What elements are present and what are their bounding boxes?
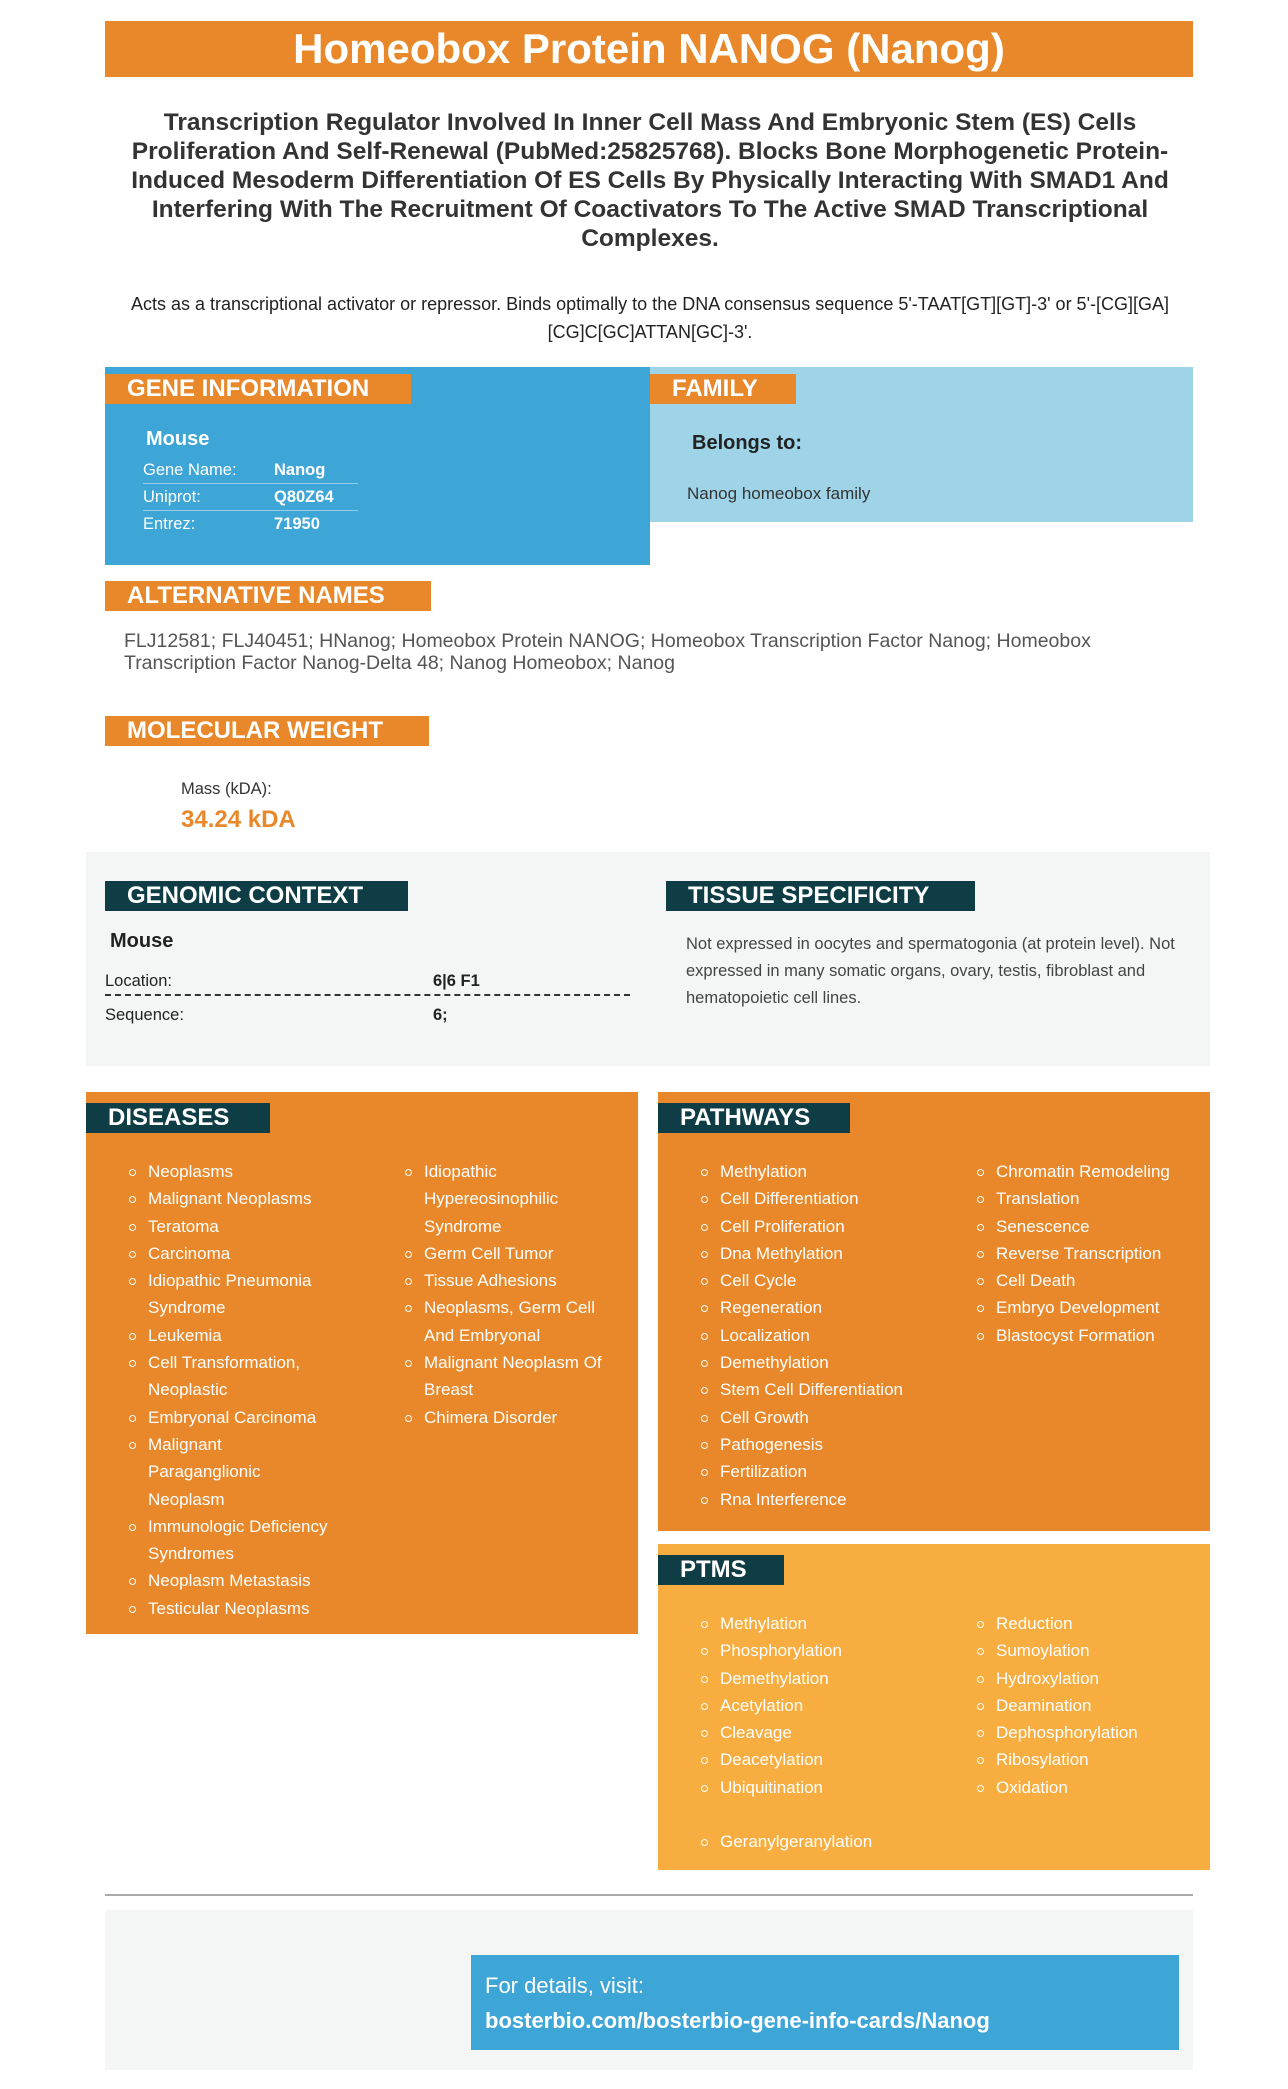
location-label: Location: bbox=[105, 972, 172, 990]
entrez-row bbox=[143, 511, 358, 538]
sequence-value: 6; bbox=[433, 1006, 448, 1024]
pathways-list-col1 bbox=[700, 1158, 960, 1513]
list-item: Dna Methylation bbox=[700, 1240, 960, 1267]
location-value: 6|6 F1 bbox=[433, 972, 480, 990]
list-item: Cell Transformation, Neoplastic bbox=[128, 1349, 358, 1404]
list-item: Senescence bbox=[976, 1213, 1196, 1240]
entrez-label: Entrez: bbox=[143, 515, 196, 533]
list-item: Fertilization bbox=[700, 1458, 960, 1485]
list-item: Teratoma bbox=[128, 1213, 358, 1240]
protein-summary: Transcription Regulator Involved In Inner Cell Mass And Embryonic Stem (ES) Cells Proliferation And Self-Renewal (PubMed:25825768). Blocks Bone Morphogenetic Protein-Induced Mesoderm Differentiation Of ES Cells By Physically Interacting With SMAD1 And Interfering With The Recruitment Of Coactivators To The Active SMAD Transcriptional Complexes. bbox=[131, 109, 1169, 252]
molecular-weight-header: MOLECULAR WEIGHT bbox=[105, 716, 429, 746]
list-item: Methylation bbox=[700, 1158, 960, 1185]
list-item: Regeneration bbox=[700, 1294, 960, 1321]
list-item: Demethylation bbox=[700, 1349, 960, 1376]
list-item: Testicular Neoplasms bbox=[128, 1595, 358, 1622]
list-item: Neoplasms, Germ Cell And Embryonal bbox=[404, 1294, 604, 1349]
list-item: Malignant Neoplasm Of Breast bbox=[404, 1349, 619, 1404]
page-title: Homeobox Protein NANOG (Nanog) bbox=[105, 21, 1193, 77]
list-item: Cell Death bbox=[976, 1267, 1196, 1294]
list-item: Malignant Paraganglionic Neoplasm bbox=[128, 1431, 298, 1513]
gene-information-header: GENE INFORMATION bbox=[105, 374, 411, 404]
list-item: Deamination bbox=[976, 1692, 1196, 1719]
list-item: Chimera Disorder bbox=[404, 1404, 619, 1431]
tissue-specificity-text: Not expressed in oocytes and spermatogonia (at protein level). Not expressed in many somatic organs, ovary, testis, fibroblast and hematopoietic cell lines. bbox=[686, 935, 1175, 1007]
uniprot-label: Uniprot: bbox=[143, 488, 201, 506]
entrez-value: 71950 bbox=[274, 515, 320, 533]
details-intro: For details, visit: bbox=[485, 1973, 644, 1998]
list-item: Cell Growth bbox=[700, 1404, 960, 1431]
gene-organism: Mouse bbox=[146, 428, 210, 450]
family-belongs-label: Belongs to: bbox=[692, 432, 802, 454]
list-item: Cleavage bbox=[700, 1719, 960, 1746]
ptms-list-col2 bbox=[976, 1610, 1196, 1801]
sequence-row bbox=[105, 1000, 630, 1030]
mass-label: Mass (kDA): bbox=[181, 780, 272, 798]
list-item: Dephosphorylation bbox=[976, 1719, 1196, 1746]
uniprot-value: Q80Z64 bbox=[274, 488, 334, 506]
list-item: Rna Interference bbox=[700, 1486, 960, 1513]
list-item: Reduction bbox=[976, 1610, 1196, 1637]
list-item: Reverse Transcription bbox=[976, 1240, 1196, 1267]
list-item: Germ Cell Tumor bbox=[404, 1240, 619, 1267]
list-item: Chromatin Remodeling bbox=[976, 1158, 1196, 1185]
family-value: Nanog homeobox family bbox=[687, 484, 871, 503]
list-item: Idiopathic Hypereosinophilic Syndrome bbox=[404, 1158, 574, 1240]
list-item: Acetylation bbox=[700, 1692, 960, 1719]
list-item: Stem Cell Differentiation bbox=[700, 1376, 960, 1403]
details-url-link[interactable]: bosterbio.com/bosterbio-gene-info-cards/Nanog bbox=[485, 2008, 990, 2033]
list-item: Cell Cycle bbox=[700, 1267, 960, 1294]
mass-value: 34.24 kDA bbox=[181, 806, 296, 833]
list-item: Oxidation bbox=[976, 1774, 1196, 1801]
list-item: Embryo Development bbox=[976, 1294, 1196, 1321]
list-item: Cell Proliferation bbox=[700, 1213, 960, 1240]
list-item: Cell Differentiation bbox=[700, 1185, 960, 1212]
protein-description: Acts as a transcriptional activator or repressor. Binds optimally to the DNA consensus sequence 5'-TAAT[GT][GT]-3' or 5'-[CG][GA][CG]C[GC]ATTAN[GC]-3'. bbox=[130, 294, 1170, 342]
list-item: Phosphorylation bbox=[700, 1637, 960, 1664]
list-item: Neoplasms bbox=[128, 1158, 358, 1185]
gene-name-label: Gene Name: bbox=[143, 461, 237, 479]
tissue-specificity-header: TISSUE SPECIFICITY bbox=[666, 881, 975, 911]
list-item: Pathogenesis bbox=[700, 1431, 960, 1458]
list-item: Idiopathic Pneumonia Syndrome bbox=[128, 1267, 358, 1322]
list-item: Immunologic Deficiency Syndromes bbox=[128, 1513, 358, 1568]
family-header: FAMILY bbox=[650, 374, 796, 404]
ptms-header: PTMS bbox=[658, 1555, 784, 1585]
location-row bbox=[105, 966, 630, 996]
gene-name-row bbox=[143, 457, 358, 484]
gene-name-value: Nanog bbox=[274, 461, 326, 479]
pathways-list-col2 bbox=[976, 1158, 1196, 1349]
list-item: Demethylation bbox=[700, 1665, 960, 1692]
details-link-box[interactable] bbox=[471, 1955, 1179, 2050]
genomic-context-header: GENOMIC CONTEXT bbox=[105, 881, 408, 911]
pathways-header: PATHWAYS bbox=[658, 1103, 850, 1133]
list-item: Ribosylation bbox=[976, 1746, 1196, 1773]
list-item: Ubiquitination bbox=[700, 1774, 960, 1801]
alternative-names-header: ALTERNATIVE NAMES bbox=[105, 581, 431, 611]
ptms-list-extra bbox=[700, 1828, 960, 1855]
list-item: Localization bbox=[700, 1322, 960, 1349]
list-item: Geranylgeranylation bbox=[700, 1828, 960, 1855]
list-item: Translation bbox=[976, 1185, 1196, 1212]
list-item: Methylation bbox=[700, 1610, 960, 1637]
list-item: Tissue Adhesions bbox=[404, 1267, 619, 1294]
ptms-list-col1 bbox=[700, 1610, 960, 1801]
list-item: Blastocyst Formation bbox=[976, 1322, 1196, 1349]
diseases-list-col2 bbox=[404, 1158, 619, 1431]
list-item: Embryonal Carcinoma bbox=[128, 1404, 358, 1431]
list-item: Malignant Neoplasms bbox=[128, 1185, 358, 1212]
genomic-organism: Mouse bbox=[110, 930, 174, 952]
list-item: Leukemia bbox=[128, 1322, 358, 1349]
list-item: Sumoylation bbox=[976, 1637, 1196, 1664]
diseases-header: DISEASES bbox=[86, 1103, 270, 1133]
list-item: Hydroxylation bbox=[976, 1665, 1196, 1692]
sequence-label: Sequence: bbox=[105, 1006, 184, 1024]
alternative-names-text: FLJ12581; FLJ40451; HNanog; Homeobox Protein NANOG; Homeobox Transcription Factor Nanog; Homeobox Transcription Factor Nanog-Delta 48; Nanog Homeobox; Nanog bbox=[124, 630, 1091, 674]
diseases-list-col1 bbox=[128, 1158, 358, 1622]
list-item: Carcinoma bbox=[128, 1240, 358, 1267]
uniprot-row bbox=[143, 484, 358, 511]
list-item: Deacetylation bbox=[700, 1746, 960, 1773]
footer-divider bbox=[105, 1894, 1193, 1896]
list-item: Neoplasm Metastasis bbox=[128, 1567, 358, 1594]
